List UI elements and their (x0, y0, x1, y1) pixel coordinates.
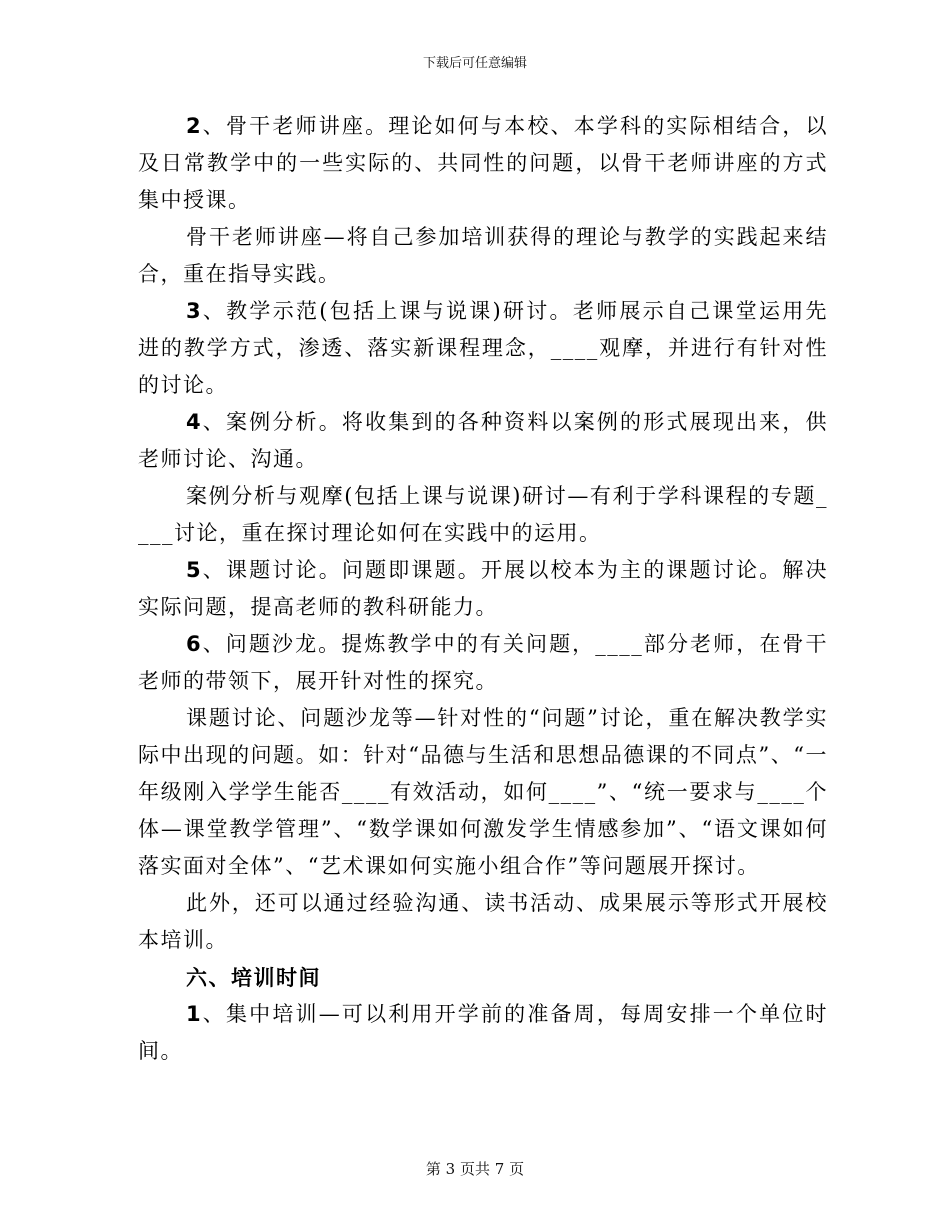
section-heading: 六、培训时间 (186, 965, 321, 990)
page-header: 下载后可任意编辑 (422, 56, 527, 71)
paragraph-text: 、骨干老师讲座。理论如何与本校、本学科的实际相结合，以及日常教学中的一些实际的、共同性的问题，以骨干老师讲座的方式集中授课。 (138, 114, 828, 212)
paragraph-4 (138, 404, 828, 478)
paragraph-training-1 (138, 996, 828, 1070)
paragraph-text: 、集中培训—可以利用开学前的准备周，每周安排一个单位时间。 (138, 1002, 828, 1063)
paragraph-lecture-note (138, 219, 828, 293)
paragraph-text: 课题讨论、问题沙龙等—针对性的“问题”讨论，重在解决教学实际中出现的问题。如：针对“品德与生活和思想品德课的不同点”、“一年级刚入学学生能否____有效活动，如何____”、“统一要求与____个体—课堂教学管理”、“数学课如何激发学生情感参加”、“语文课如何落实面对全体”、“艺术课如何实施小组合作”等问题展开探讨。 (138, 706, 828, 878)
paragraph-6 (138, 626, 828, 700)
item-number: 6 (186, 632, 203, 656)
paragraph-topic-note (138, 700, 828, 885)
item-number: 3 (186, 299, 203, 323)
item-number: 4 (186, 410, 203, 434)
paragraph-3 (138, 293, 828, 404)
paragraph-5 (138, 552, 828, 626)
paragraph-text: 、案例分析。将收集到的各种资料以案例的形式展现出来，供老师讨论、沟通。 (138, 410, 828, 471)
item-number: 5 (186, 558, 203, 582)
paragraph-text: 此外，还可以通过经验沟通、读书活动、成果展示等形式开展校本培训。 (138, 891, 828, 952)
paragraph-case-note (138, 478, 828, 552)
paragraph-other (138, 885, 828, 959)
paragraph-text: 、问题沙龙。提炼教学中的有关问题，____部分老师，在骨干老师的带领下，展开针对性的探究。 (138, 632, 828, 693)
item-number: 1 (186, 1002, 203, 1026)
document-body (138, 108, 828, 1070)
paragraph-text: 骨干老师讲座—将自己参加培训获得的理论与教学的实践起来结合，重在指导实践。 (138, 225, 828, 286)
paragraph-text: 案例分析与观摩(包括上课与说课)研讨—有利于学科课程的专题____讨论，重在探讨理论如何在实践中的运用。 (138, 484, 828, 545)
paragraph-2 (138, 108, 828, 219)
paragraph-text: 、教学示范(包括上课与说课)研讨。老师展示自己课堂运用先进的教学方式，渗透、落实新课程理念，____观摩，并进行有针对性的讨论。 (138, 299, 828, 397)
item-number: 2 (186, 114, 203, 138)
paragraph-text: 、课题讨论。问题即课题。开展以校本为主的课题讨论。解决实际问题，提高老师的教科研能力。 (138, 558, 828, 619)
page-footer: 第 3 页共 7 页 (425, 1160, 525, 1178)
